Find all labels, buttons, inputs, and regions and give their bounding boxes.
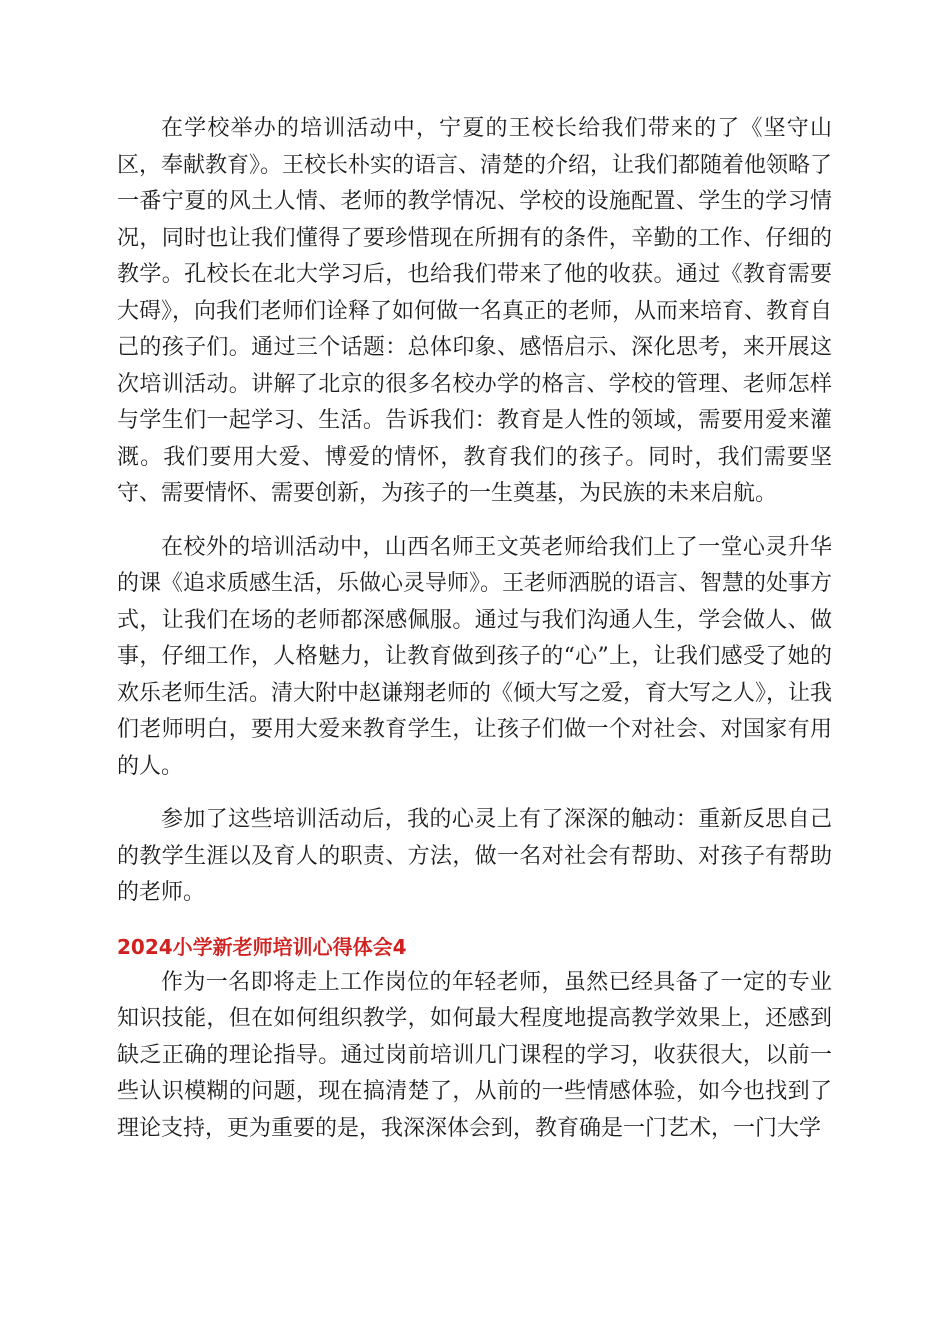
paragraph-1: 在学校举办的培训活动中，宁夏的王校长给我们带来的了《坚守山区，奉献教育》。王校长朴实的语言、清楚的介绍，让我们都随着他领略了一番宁夏的风土人情、老师的教学情况、学校的设施配置、学生的学习情况，同时也让我们懂得了要珍惜现在所拥有的条件，辛勤的工作、仔细的教学。孔校长在北大学习后，也给我们带来了他的收获。通过《教育需要大碍》，向我们老师们诠释了如何做一名真正的老师，从而来培育、教育自己的孩子们。通过三个话题：总体印象、感悟启示、深化思考，来开展这次培训活动。讲解了北京的很多名校办学的格言、学校的管理、老师怎样与学生们一起学习、生活。告诉我们：教育是人性的领域，需要用爱来灌溉。我们要用大爱、博爱的情怀，教育我们的孩子。同时，我们需要坚守、需要情怀、需要创新，为孩子的一生奠基，为民族的未来启航。 bbox=[117, 116, 833, 506]
section-heading: 2024小学新老师培训心得体会4 bbox=[117, 934, 407, 959]
document-body bbox=[117, 111, 832, 1147]
paragraph-4: 作为一名即将走上工作岗位的年轻老师，虽然已经具备了一定的专业知识技能，但在如何组织教学，如何最大程度地提高教学效果上，还感到缺乏正确的理论指导。通过岗前培训几门课程的学习，收获很大，以前一些认识模糊的问题，现在搞清楚了，从前的一些情感体验，如今也找到了理论支持，更为重要的是，我深深体会到，教育确是一门艺术，一门大学 bbox=[117, 969, 832, 1141]
paragraph-3: 参加了这些培训活动后，我的心灵上有了深深的触动：重新反思自己的教学生涯以及育人的职责、方法，做一名对社会有帮助、对孩子有帮助的老师。 bbox=[117, 807, 832, 905]
paragraph-2: 在校外的培训活动中，山西名师王文英老师给我们上了一堂心灵升华的课《追求质感生活，乐做心灵导师》。王老师洒脱的语言、智慧的处事方式，让我们在场的老师都深感佩服。通过与我们沟通人生，学会做人、做事，仔细工作，人格魅力，让教育做到孩子的“心”上，让我们感受了她的欢乐老师生活。清大附中赵谦翔老师的《倾大写之爱，育大写之人》，让我们老师明白，要用大爱来教育学生，让孩子们做一个对社会、对国家有用的人。 bbox=[117, 534, 833, 779]
